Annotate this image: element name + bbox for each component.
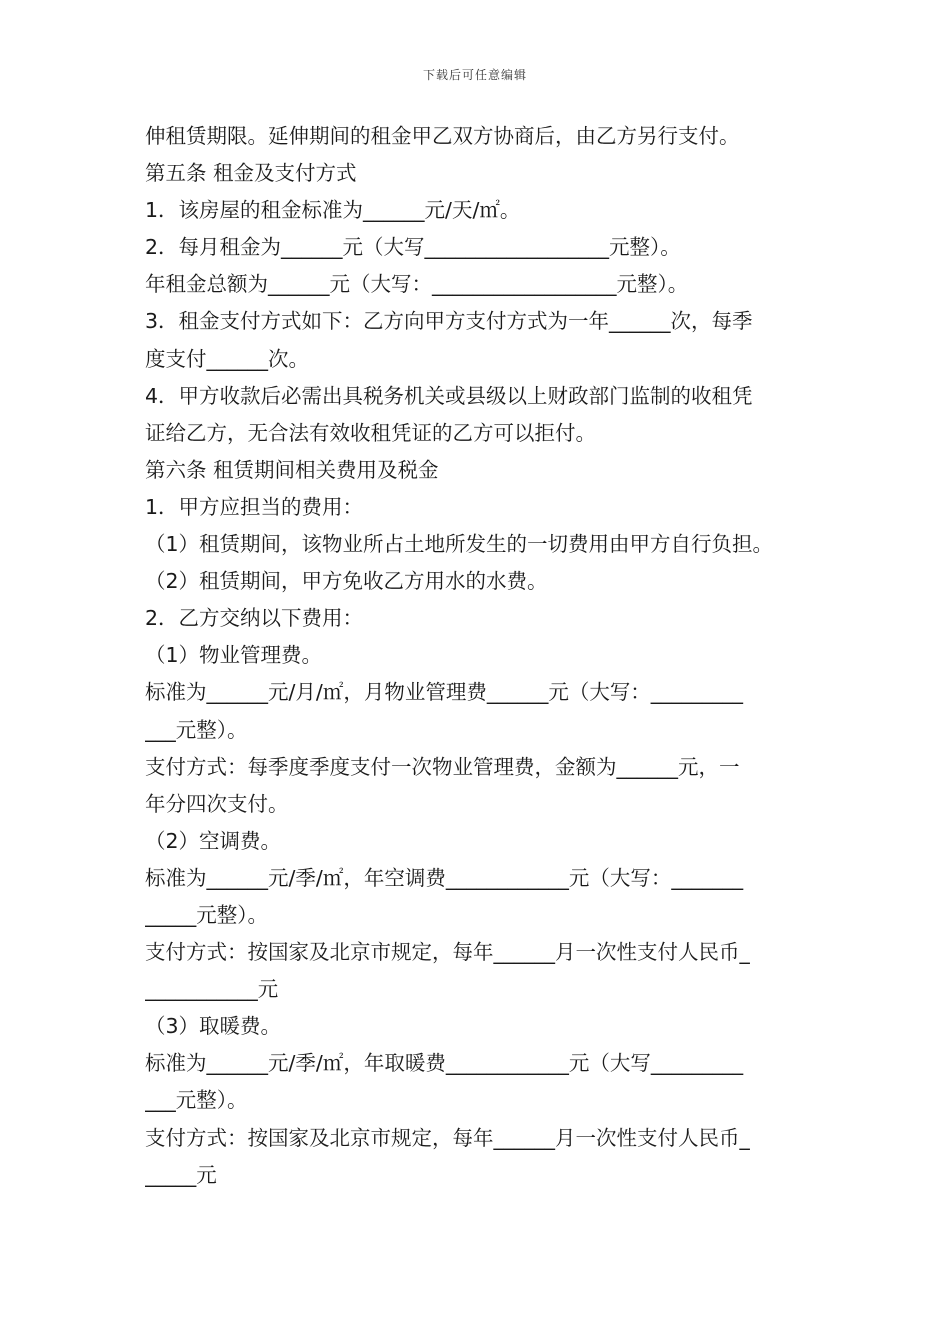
text-line-24: ___________元: [145, 977, 279, 1002]
text-line-29: _____元: [145, 1162, 217, 1187]
text-line-8: 4．甲方收款后必需出具税务机关或县级以上财政部门监制的收租凭: [145, 383, 753, 408]
text-line-13: （2）租赁期间，甲方免收乙方用水的水费。: [145, 569, 548, 594]
text-line-21: 标准为______元/季/㎡，年空调费____________元（大写：_______: [145, 865, 744, 890]
text-line-23: 支付方式：按国家及北京市规定，每年______月一次性支付人民币_: [145, 940, 750, 965]
text-line-18: 支付方式：每季度季度支付一次物业管理费，金额为______元，一: [145, 754, 740, 779]
text-line-12: （1）租赁期间，该物业所占土地所发生的一切费用由甲方自行负担。: [145, 532, 774, 557]
text-line-5: 年租金总额为______元（大写：__________________元整）。: [145, 272, 689, 297]
text-line-19: 年分四次支付。: [145, 791, 289, 816]
text-line-1: 伸租赁期限。延伸期间的租金甲乙双方协商后，由乙方另行支付。: [145, 124, 740, 148]
text-line-15: （1）物业管理费。: [145, 643, 323, 668]
text-line-17: ___元整）。: [145, 717, 248, 742]
document-body: [145, 118, 815, 1194]
text-line-16: 标准为______元/月/㎡，月物业管理费______元（大写：_________: [145, 680, 744, 705]
text-line-11: 1．甲方应担当的费用：: [145, 494, 364, 519]
text-line-7: 度支付______次。: [145, 346, 309, 371]
article-5-heading: 第五条 租金及支付方式: [145, 161, 357, 186]
text-line-22: _____元整）。: [145, 902, 268, 927]
text-line-6: 3．租金支付方式如下：乙方向甲方支付方式为一年______次，每季: [145, 309, 753, 334]
text-line-9: 证给乙方，无合法有效收租凭证的乙方可以拒付。: [145, 420, 596, 445]
text-line-3: 1．该房屋的租金标准为______元/天/㎡。: [145, 198, 521, 223]
article-6-heading: 第六条 租赁期间相关费用及税金: [145, 457, 439, 482]
text-line-4: 2．每月租金为______元（大写__________________元整）。: [145, 235, 681, 260]
text-line-20: （2）空调费。: [145, 828, 282, 853]
text-line-26: 标准为______元/季/㎡，年取暖费____________元（大写_________: [145, 1051, 744, 1076]
page-header: 下载后可任意编辑: [422, 68, 527, 82]
text-line-27: ___元整）。: [145, 1088, 248, 1113]
text-line-14: 2．乙方交纳以下费用：: [145, 606, 364, 631]
text-line-25: （3）取暖费。: [145, 1014, 282, 1039]
text-line-28: 支付方式：按国家及北京市规定，每年______月一次性支付人民币_: [145, 1125, 750, 1150]
